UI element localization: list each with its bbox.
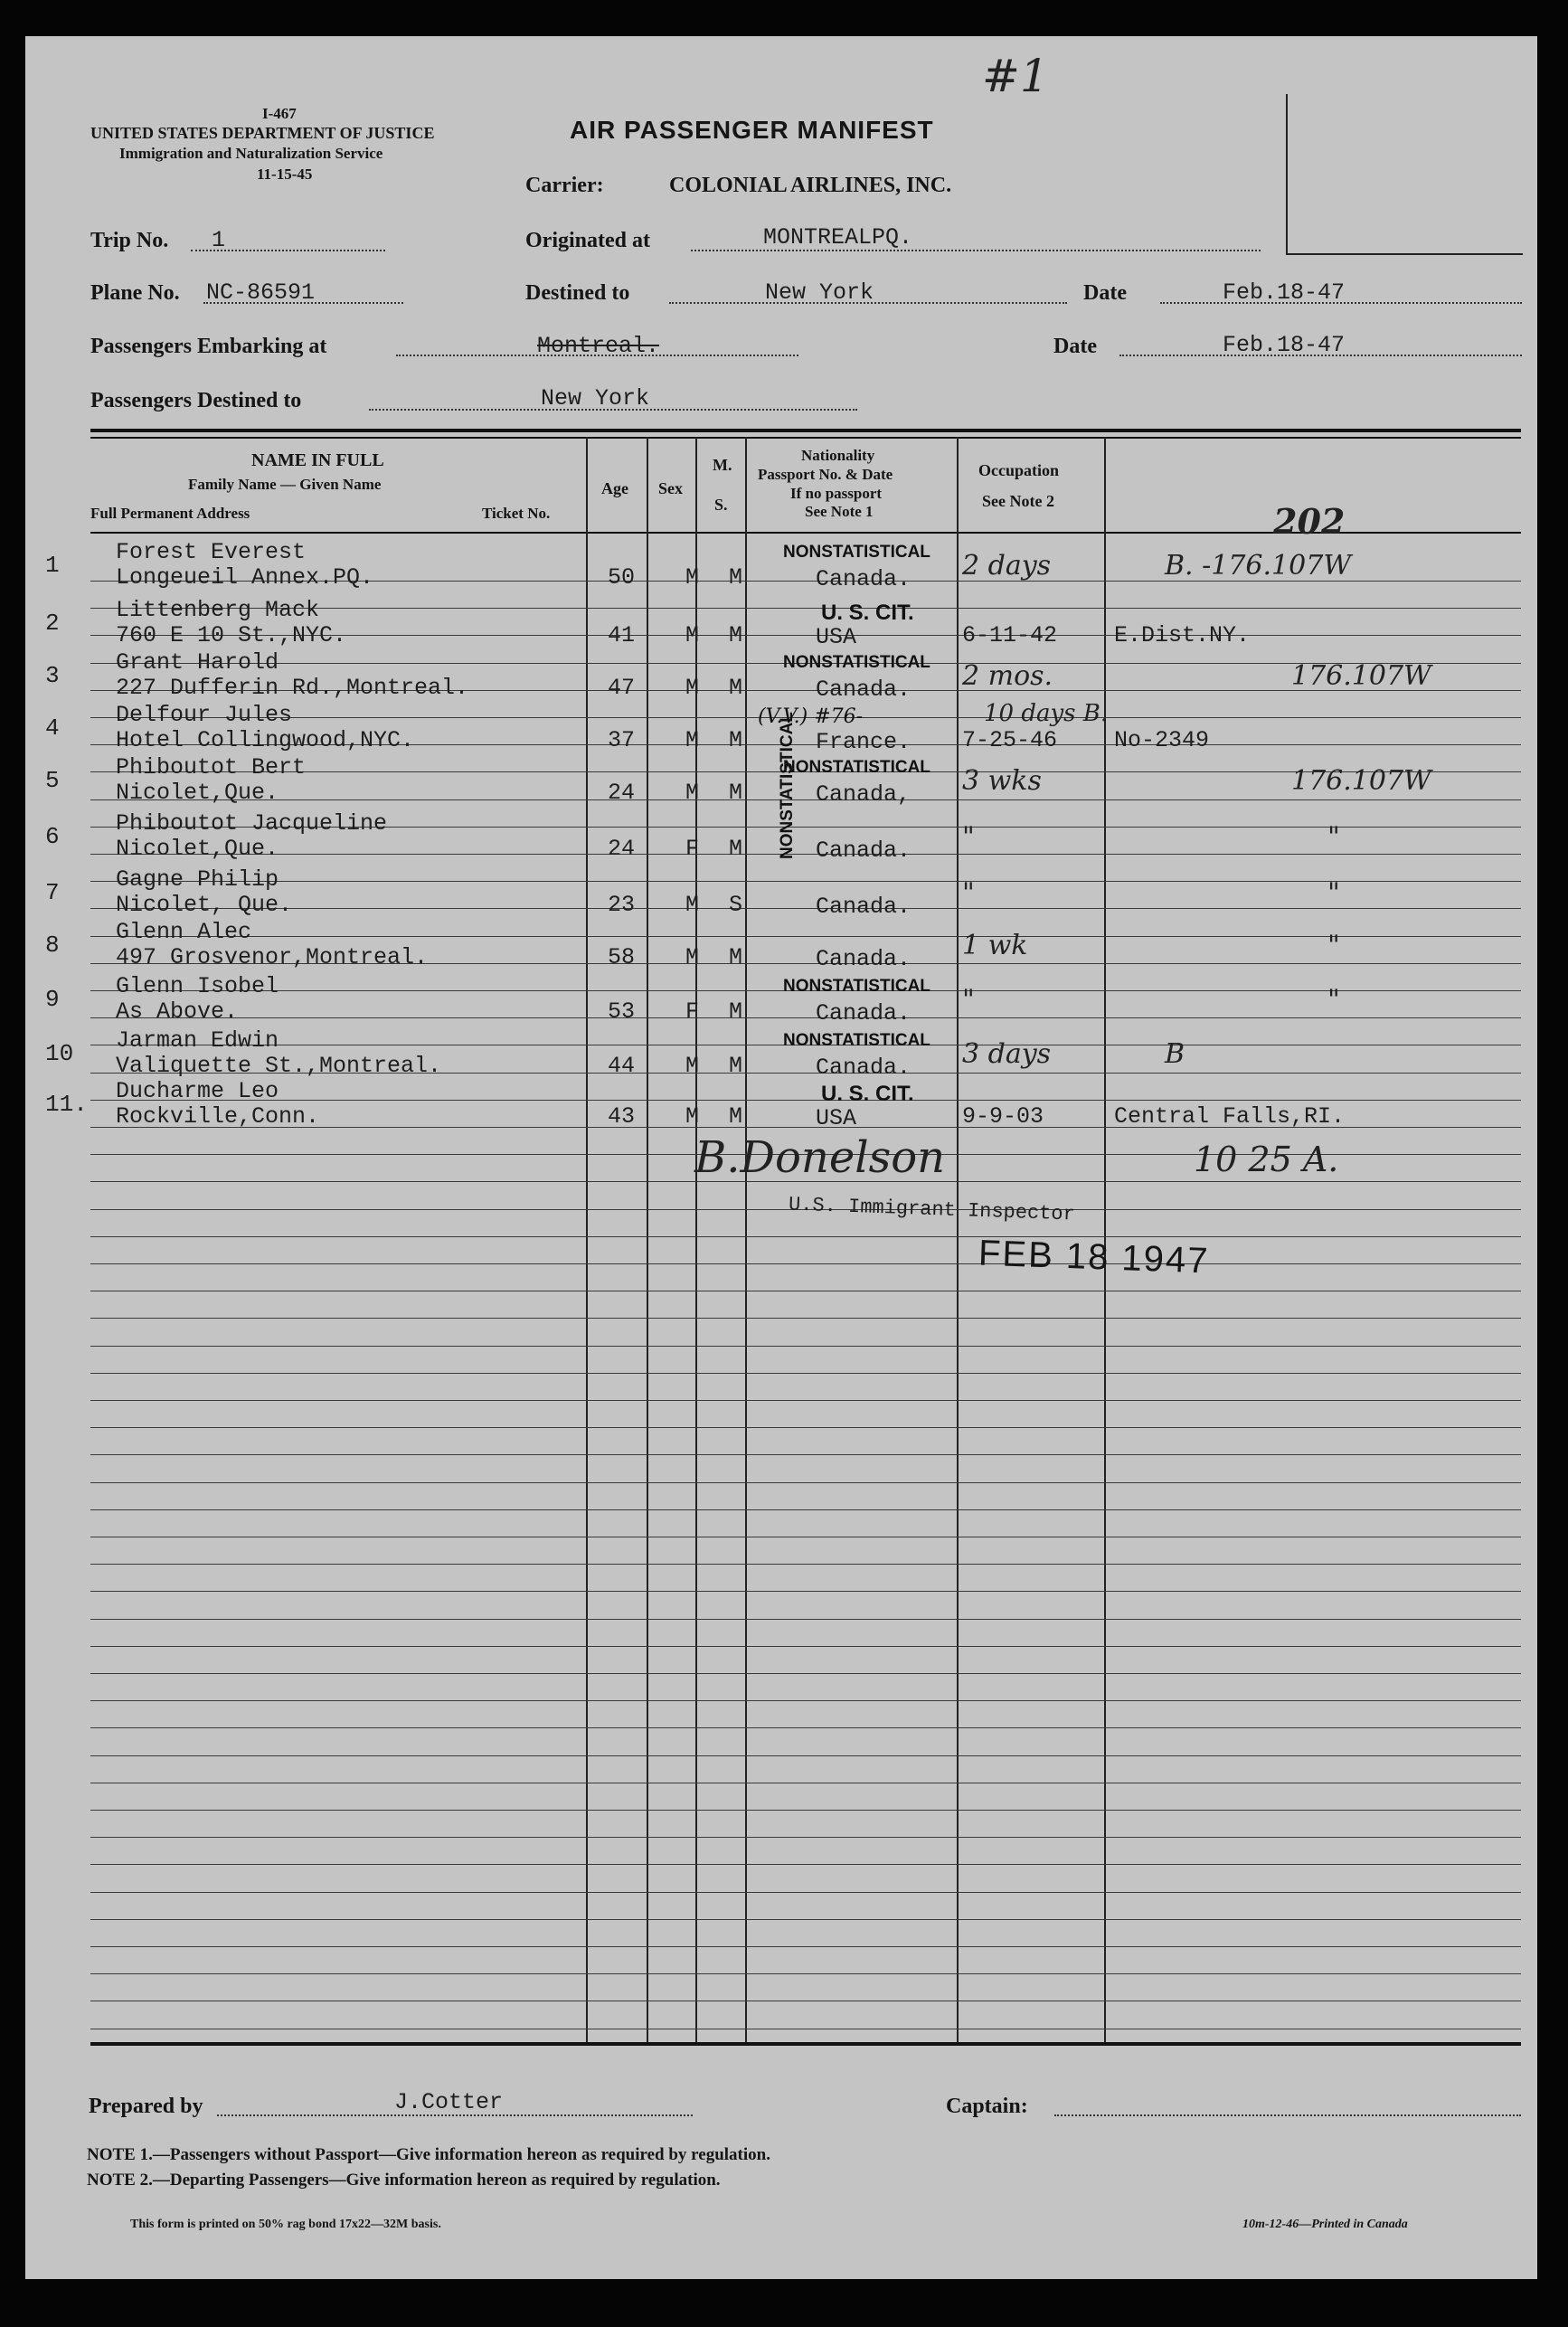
passenger-nationality: Canada, [816,781,912,808]
col-divider-nationality [957,437,959,2042]
ruled-line [90,1509,1521,1510]
passenger-name: Forest Everest [116,539,307,565]
nationality-stamp: NONSTATISTICAL [783,977,930,996]
ruled-line [90,854,1521,855]
ruled-line [90,1946,1521,1947]
ruled-line [90,1236,1521,1237]
passenger-note: 10 days B. [984,700,1109,727]
ruled-line [90,1755,1521,1756]
table-top-rule [90,429,1521,432]
row-number: 1 [45,552,60,579]
passenger-address: Rockville,Conn. [116,1103,320,1130]
passenger-sex: F [685,998,700,1025]
col-nat-4: See Note 1 [805,503,874,520]
passenger-occupation: 6-11-42 [962,622,1058,648]
passenger-sex: M [685,780,700,806]
note-1: NOTE 1.—Passengers without Passport—Give information hereon as required by regulation. [87,2145,770,2164]
ruled-line [90,1673,1521,1674]
nationality-stamp: U. S. CIT. [821,1082,914,1106]
col-name-title: NAME IN FULL [251,450,384,470]
passenger-age: 41 [608,622,636,648]
passenger-sex: M [685,892,700,918]
row-number: 6 [45,823,60,850]
passenger-name: Glenn Alec [116,919,252,945]
ruled-line [90,908,1521,909]
nationality-stamp: NONSTATISTICAL [783,1031,930,1050]
passenger-marital-status: S [729,892,743,918]
department-name: UNITED STATES DEPARTMENT OF JUSTICE [90,124,435,142]
passenger-remark: No-2349 [1114,727,1210,753]
passenger-name: Jarman Edwin [116,1027,279,1054]
passenger-occupation: " [962,984,975,1016]
ruled-line [90,1700,1521,1701]
passenger-age: 37 [608,727,636,753]
passenger-age: 44 [608,1053,636,1079]
passenger-address: 760 E 10 St.,NYC. [116,622,347,648]
row-number: 5 [45,767,60,794]
passenger-age: 43 [608,1103,636,1130]
passenger-occupation: 2 days [962,550,1052,582]
ruled-line [90,1619,1521,1620]
passenger-nationality: Canada. [816,894,912,920]
passenger-sex: M [685,944,700,970]
ruled-line [90,1973,1521,1974]
passenger-occupation: 3 days [962,1038,1052,1070]
print-note-left: This form is printed on 50% rag bond 17x22—32M basis. [130,2218,441,2231]
corner-box-left [1286,94,1288,255]
passenger-address: Nicolet, Que. [116,892,293,918]
passenger-remark: " [1327,877,1340,909]
passenger-address: 227 Dufferin Rd.,Montreal. [116,675,469,701]
passenger-nationality: Canada. [816,837,912,864]
table-top-rule-2 [90,437,1521,439]
trip-value: 1 [212,227,226,253]
row-number: 2 [45,610,60,637]
passenger-marital-status: M [729,622,743,648]
ruled-line [90,1263,1521,1264]
ruled-line [90,1346,1521,1347]
passenger-marital-status: M [729,1103,743,1130]
col-sex: Sex [658,479,683,497]
manifest-sheet [25,36,1537,2279]
ruled-line [90,1482,1521,1483]
passenger-remark: 176.107W [1291,660,1431,692]
nationality-stamp: U. S. CIT. [821,601,914,625]
ruled-line [90,1454,1521,1455]
passenger-age: 24 [608,836,636,862]
row-number: 3 [45,662,60,689]
carrier-name: COLONIAL AIRLINES, INC. [669,174,952,197]
ruled-line [90,1646,1521,1647]
carrier-label: Carrier: [525,174,604,197]
passenger-name: Glenn Isobel [116,973,279,999]
service-name: Immigration and Naturalization Service [119,145,383,162]
col-divider-ms [745,437,747,2042]
col-nat-1: Nationality [801,447,875,464]
col-occupation-1: Occupation [978,461,1060,479]
passenger-name: Delfour Jules [116,702,293,728]
ruled-line [90,1564,1521,1565]
passenger-sex: M [685,675,700,701]
col-ms-2: S. [714,496,728,514]
ruled-line [90,799,1521,800]
form-date: 11-15-45 [257,166,313,183]
passenger-remark: " [1327,984,1340,1016]
prepared-value: J.Cotter [394,2089,504,2115]
handwritten-page-number: #1 [982,50,1049,102]
col-age: Age [601,479,628,497]
row-number: 4 [45,714,60,742]
passenger-nationality: Canada. [816,946,912,972]
embarking-value: Montreal. [537,333,660,359]
ruled-line [90,936,1521,937]
col-divider-name [586,437,588,2042]
passenger-nationality: Canada. [816,676,912,703]
row-number: 7 [45,879,60,906]
date-label: Date [1083,281,1127,305]
passenger-marital-status: M [729,1053,743,1079]
passenger-occupation: " [962,821,975,853]
embarking-label: Passengers Embarking at [90,335,327,358]
print-note-right: 10m-12-46—Printed in Canada [1242,2218,1408,2231]
passenger-address: 497 Grosvenor,Montreal. [116,944,429,970]
passenger-address: Longeueil Annex.PQ. [116,564,374,591]
passenger-marital-status: M [729,836,743,862]
passenger-sex: M [685,727,700,753]
col-nat-2: Passport No. & Date [758,466,893,483]
passenger-remark: Central Falls,RI. [1114,1103,1346,1130]
passenger-nationality: USA [816,1105,857,1131]
date2-value: Feb.18-47 [1223,332,1346,358]
passenger-address: As Above. [116,998,239,1025]
passenger-sex: M [685,564,700,591]
col-ticket: Ticket No. [482,505,551,522]
inspection-time: 10 25 A. [1194,1140,1339,1179]
originated-value: MONTREALPQ. [763,224,913,251]
passenger-name: Phiboutot Bert [116,754,307,780]
inspector-signature: B.Donelson [694,1132,946,1183]
passenger-name: Gagne Philip [116,866,279,893]
handwritten-header-number: 202 [1273,501,1346,542]
ruled-line [90,881,1521,882]
passenger-occupation: 1 wk [962,930,1028,961]
ruled-line [90,1864,1521,1865]
passenger-marital-status: M [729,780,743,806]
passengers-destined-value: New York [541,385,650,411]
passenger-address: Nicolet,Que. [116,780,279,806]
passenger-nationality: Canada. [816,1055,912,1081]
passenger-remark: " [1327,821,1340,853]
nationality-stamp: NONSTATISTICAL [783,653,930,672]
passenger-nationality: USA [816,624,857,650]
row-number: 8 [45,932,60,959]
ruled-line [90,1100,1521,1101]
passenger-age: 53 [608,998,636,1025]
ruled-line [90,1892,1521,1893]
destined-label: Destined to [525,281,630,305]
passenger-marital-status: M [729,998,743,1025]
col-address: Full Permanent Address [90,505,250,522]
passenger-nationality: France. [816,729,912,755]
captain-label: Captain: [946,2095,1028,2118]
inspection-date-stamp: FEB 18 1947 [978,1233,1211,1282]
ruled-line [90,1017,1521,1018]
col-occupation-2: See Note 2 [982,492,1054,510]
destined-value: New York [765,279,874,306]
plane-label: Plane No. [90,281,180,305]
passenger-marital-status: M [729,564,743,591]
passenger-occupation: 3 wks [962,765,1042,797]
nationality-stamp: NONSTATISTICAL [783,543,930,562]
col-nat-3: If no passport [790,485,883,502]
nationality-stamp: (V.V.) #76- [758,705,864,728]
prepared-label: Prepared by [89,2095,203,2118]
passenger-age: 23 [608,892,636,918]
inspector-title: U.S. Immigrant Inspector [788,1193,1076,1226]
date2-label: Date [1053,335,1097,358]
plane-value: NC-86591 [206,279,316,306]
page-title: AIR PASSENGER MANIFEST [570,116,934,144]
passenger-marital-status: M [729,675,743,701]
passenger-nationality: Canada. [816,1000,912,1026]
ruled-line [90,1727,1521,1728]
date-value: Feb.18-47 [1223,279,1346,306]
passenger-sex: M [685,1103,700,1130]
ruled-line [90,1919,1521,1920]
table-bottom-rule [90,2042,1521,2046]
ruled-line [90,1318,1521,1319]
passenger-age: 24 [608,780,636,806]
trip-label: Trip No. [90,229,169,252]
col-ms-1: M. [713,456,732,474]
passenger-remark: B. -176.107W [1165,550,1352,582]
passenger-address: Nicolet,Que. [116,836,279,862]
note-2: NOTE 2.—Departing Passengers—Give information hereon as required by regulation. [87,2171,721,2190]
col-name-sub: Family Name — Given Name [188,476,382,493]
passenger-name: Phiboutot Jacqueline [116,810,388,837]
passenger-remark: 176.107W [1291,765,1431,797]
passenger-age: 50 [608,564,636,591]
corner-box-bottom [1286,253,1523,255]
passenger-sex: M [685,622,700,648]
passenger-age: 58 [608,944,636,970]
passenger-age: 47 [608,675,636,701]
passenger-occupation: 9-9-03 [962,1103,1044,1130]
passenger-sex: F [685,836,700,862]
passenger-address: Valiquette St.,Montreal. [116,1053,442,1079]
passenger-marital-status: M [729,944,743,970]
vertical-nonstatistical-stamp: NONSTATISTICAL [778,712,797,859]
ruled-line [90,1427,1521,1428]
passenger-sex: M [685,1053,700,1079]
row-number: 10 [45,1040,74,1067]
passenger-marital-status: M [729,727,743,753]
passenger-occupation: 2 mos. [962,660,1053,692]
passenger-occupation: " [962,877,975,909]
captain-line [1054,2114,1521,2116]
originated-label: Originated at [525,229,650,252]
nationality-stamp: NONSTATISTICAL [783,758,930,777]
passenger-name: Grant Harold [116,649,279,676]
passenger-occupation: 7-25-46 [962,727,1058,753]
ruled-line [90,1810,1521,1811]
ruled-line [90,1400,1521,1401]
passenger-name: Littenberg Mack [116,597,320,623]
col-divider-age [647,437,648,2042]
passenger-nationality: Canada. [816,566,912,592]
form-number: I-467 [262,105,297,122]
passengers-destined-label: Passengers Destined to [90,389,302,412]
passenger-address: Hotel Collingwood,NYC. [116,727,415,753]
ruled-line [90,1591,1521,1592]
row-number: 11. [45,1091,88,1118]
passenger-remark: E.Dist.NY. [1114,622,1251,648]
passenger-remark: " [1327,930,1340,961]
passenger-name: Ducharme Leo [116,1078,279,1104]
ruled-line [90,1837,1521,1838]
row-number: 9 [45,986,60,1013]
passenger-remark: B [1165,1038,1185,1070]
ruled-line [90,1373,1521,1374]
